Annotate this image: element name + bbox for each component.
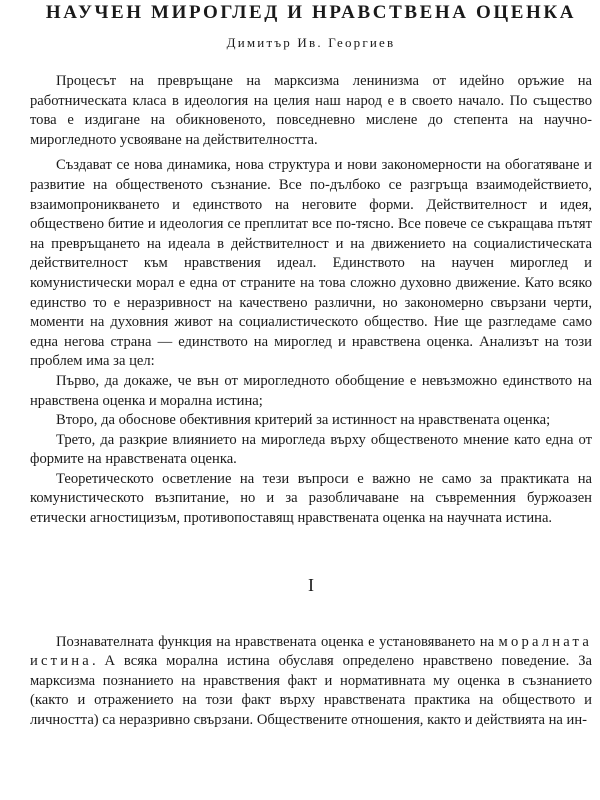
paragraph-aim-first: Първо, да докаже, че вън от мирогледното обобщение е невъзможно единството на нравствена оценка и морална истина; (30, 372, 592, 409)
paragraph-intro: Процесът на превръщане на марксизма ленинизма от идейно оръжие на работническата класа в идеология на целия наш народ е в своето начало. По същество това е издигане на обикновеното, повседневно мислене до степента на научно-мирогледното усвояване на действителността. (30, 73, 592, 148)
section-text-rest: . А всяка морална истина обуславя определено нравствено поведение. За марксизма познанието на нравствения факт и нормативната му оценка в съзнанието (както и отражението на този факт върху нравствената практика на обществото и личността) са неразривно свързани. Обществените отношения, както и действията на ин- (30, 653, 592, 729)
paragraph-dynamics: Създават се нова динамика, нова структура и нови закономерности на обогатяване и развитие на общественото съзнание. Все по-дълбоко се разгръща взаимодействието, взаимопроникването и единството на неговите форми. Действителност и идея, обществено битие и идеология се преплитат все по-тясно. Все повече се съкращава пътят на превръщането на идеала в действителност и на движението на социалистическата действителност към нравствения идеал. Единството на научен мироглед и комунистически морал е една от страните на това сложно духовно движение. Като всяко единство то е неразривност на качествено различни, но закономерно свързани черти, моменти на духовния живот на социалистическото общество. Ние ще разгледаме само една негова страна — единството на мироглед и нравствена оценка. Анализът на този проблем има за цел: (30, 157, 592, 370)
article-title: НАУЧЕН МИРОГЛЕД И НРАВСТВЕНА ОЦЕНКА (45, 2, 577, 23)
paragraph-section-one (30, 633, 592, 731)
paragraph-aim-third: Трето, да разкрие влиянието на мирогледа върху общественото мнение като една от формите на нравствената оценка. (30, 431, 592, 468)
section-text-lead: Познавателната функция на нравствената оценка е установяването на (56, 633, 499, 650)
paragraph-importance: Теоретическото осветление на тези въпроси е важно не само за практиката на комунистическото възпитание, но и за разобличаване на съвременния буржоазен етически агностицизъм, противопоставящ нравствената оценка на научната истина. (30, 470, 592, 527)
section-number: I (308, 574, 314, 595)
article-author: Димитър Ив. Георгиев (226, 35, 396, 50)
article-body (30, 72, 592, 731)
section-text-spaced: моралната истина (30, 633, 592, 670)
paragraph-aim-second: Второ, да обоснове обективния критерий за истинност на нравствената оценка; (56, 412, 551, 429)
